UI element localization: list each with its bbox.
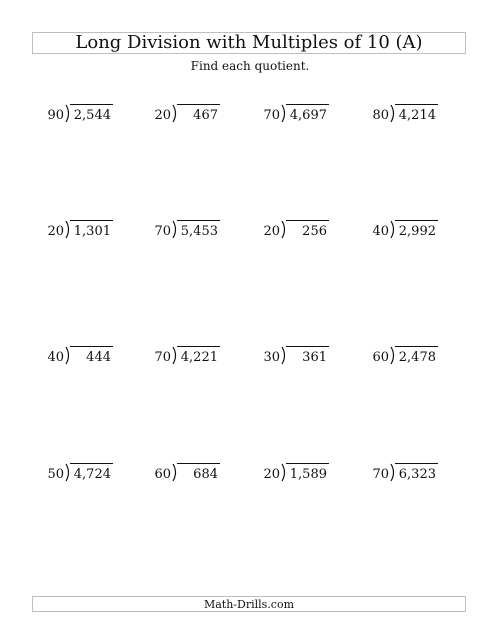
divisor: 90 bbox=[47, 108, 64, 123]
division-overline bbox=[177, 346, 220, 347]
division-overline bbox=[177, 104, 220, 105]
division-overline bbox=[395, 463, 438, 464]
division-problem bbox=[262, 219, 352, 241]
worksheet-instructions: Find each quotient. bbox=[190, 59, 310, 73]
division-bracket bbox=[172, 346, 178, 365]
dividend: 4,724 bbox=[73, 467, 111, 482]
division-bracket bbox=[65, 220, 71, 239]
divisor: 50 bbox=[47, 467, 64, 482]
division-overline bbox=[286, 463, 329, 464]
divisor: 70 bbox=[263, 108, 280, 123]
division-overline bbox=[286, 220, 329, 221]
footer-box bbox=[32, 596, 466, 612]
division-overline bbox=[70, 463, 113, 464]
worksheet-title: Long Division with Multiples of 10 (A) bbox=[75, 32, 423, 53]
division-problem bbox=[46, 345, 136, 367]
dividend: 4,221 bbox=[180, 350, 218, 365]
division-problem bbox=[262, 462, 352, 484]
division-bracket bbox=[65, 104, 71, 123]
divisor: 70 bbox=[154, 224, 171, 239]
divisor: 20 bbox=[47, 224, 64, 239]
division-bracket bbox=[281, 463, 287, 482]
dividend: 444 bbox=[86, 350, 111, 365]
division-bracket bbox=[172, 104, 178, 123]
dividend: 1,301 bbox=[73, 224, 111, 239]
division-overline bbox=[395, 220, 438, 221]
dividend: 467 bbox=[193, 108, 218, 123]
dividend: 6,323 bbox=[398, 467, 436, 482]
divisor: 80 bbox=[372, 108, 389, 123]
divisor: 70 bbox=[154, 350, 171, 365]
divisor: 20 bbox=[263, 224, 280, 239]
division-bracket bbox=[172, 220, 178, 239]
division-bracket bbox=[172, 463, 178, 482]
division-bracket bbox=[281, 220, 287, 239]
divisor: 30 bbox=[263, 350, 280, 365]
division-bracket bbox=[65, 346, 71, 365]
division-problem bbox=[262, 103, 352, 125]
dividend: 2,992 bbox=[398, 224, 436, 239]
dividend: 5,453 bbox=[180, 224, 218, 239]
division-problem bbox=[46, 462, 136, 484]
division-problem bbox=[262, 345, 352, 367]
dividend: 2,478 bbox=[398, 350, 436, 365]
divisor: 60 bbox=[372, 350, 389, 365]
dividend: 256 bbox=[302, 224, 327, 239]
division-problem bbox=[153, 462, 243, 484]
dividend: 684 bbox=[193, 467, 218, 482]
divisor: 70 bbox=[372, 467, 389, 482]
divisor: 20 bbox=[154, 108, 171, 123]
division-problem bbox=[46, 219, 136, 241]
division-overline bbox=[70, 346, 113, 347]
division-bracket bbox=[281, 104, 287, 123]
division-bracket bbox=[390, 104, 396, 123]
division-problem bbox=[371, 462, 461, 484]
division-overline bbox=[395, 104, 438, 105]
division-overline bbox=[70, 104, 113, 105]
division-overline bbox=[177, 220, 220, 221]
divisor: 60 bbox=[154, 467, 171, 482]
division-problem bbox=[371, 345, 461, 367]
problem-grid bbox=[40, 0, 480, 630]
division-problem bbox=[46, 103, 136, 125]
division-bracket bbox=[390, 346, 396, 365]
divisor: 40 bbox=[372, 224, 389, 239]
division-overline bbox=[70, 220, 113, 221]
divisor: 40 bbox=[47, 350, 64, 365]
division-problem bbox=[371, 219, 461, 241]
division-overline bbox=[177, 463, 220, 464]
dividend: 361 bbox=[302, 350, 327, 365]
division-problem bbox=[153, 103, 243, 125]
division-bracket bbox=[65, 463, 71, 482]
divisor: 20 bbox=[263, 467, 280, 482]
division-overline bbox=[395, 346, 438, 347]
dividend: 2,544 bbox=[73, 108, 111, 123]
division-overline bbox=[286, 346, 329, 347]
dividend: 4,697 bbox=[289, 108, 327, 123]
division-problem bbox=[371, 103, 461, 125]
division-bracket bbox=[390, 463, 396, 482]
division-bracket bbox=[390, 220, 396, 239]
division-bracket bbox=[281, 346, 287, 365]
footer-site-name: Math-Drills.com bbox=[203, 597, 295, 611]
division-problem bbox=[153, 219, 243, 241]
dividend: 4,214 bbox=[398, 108, 436, 123]
division-overline bbox=[286, 104, 329, 105]
dividend: 1,589 bbox=[289, 467, 327, 482]
division-problem bbox=[153, 345, 243, 367]
